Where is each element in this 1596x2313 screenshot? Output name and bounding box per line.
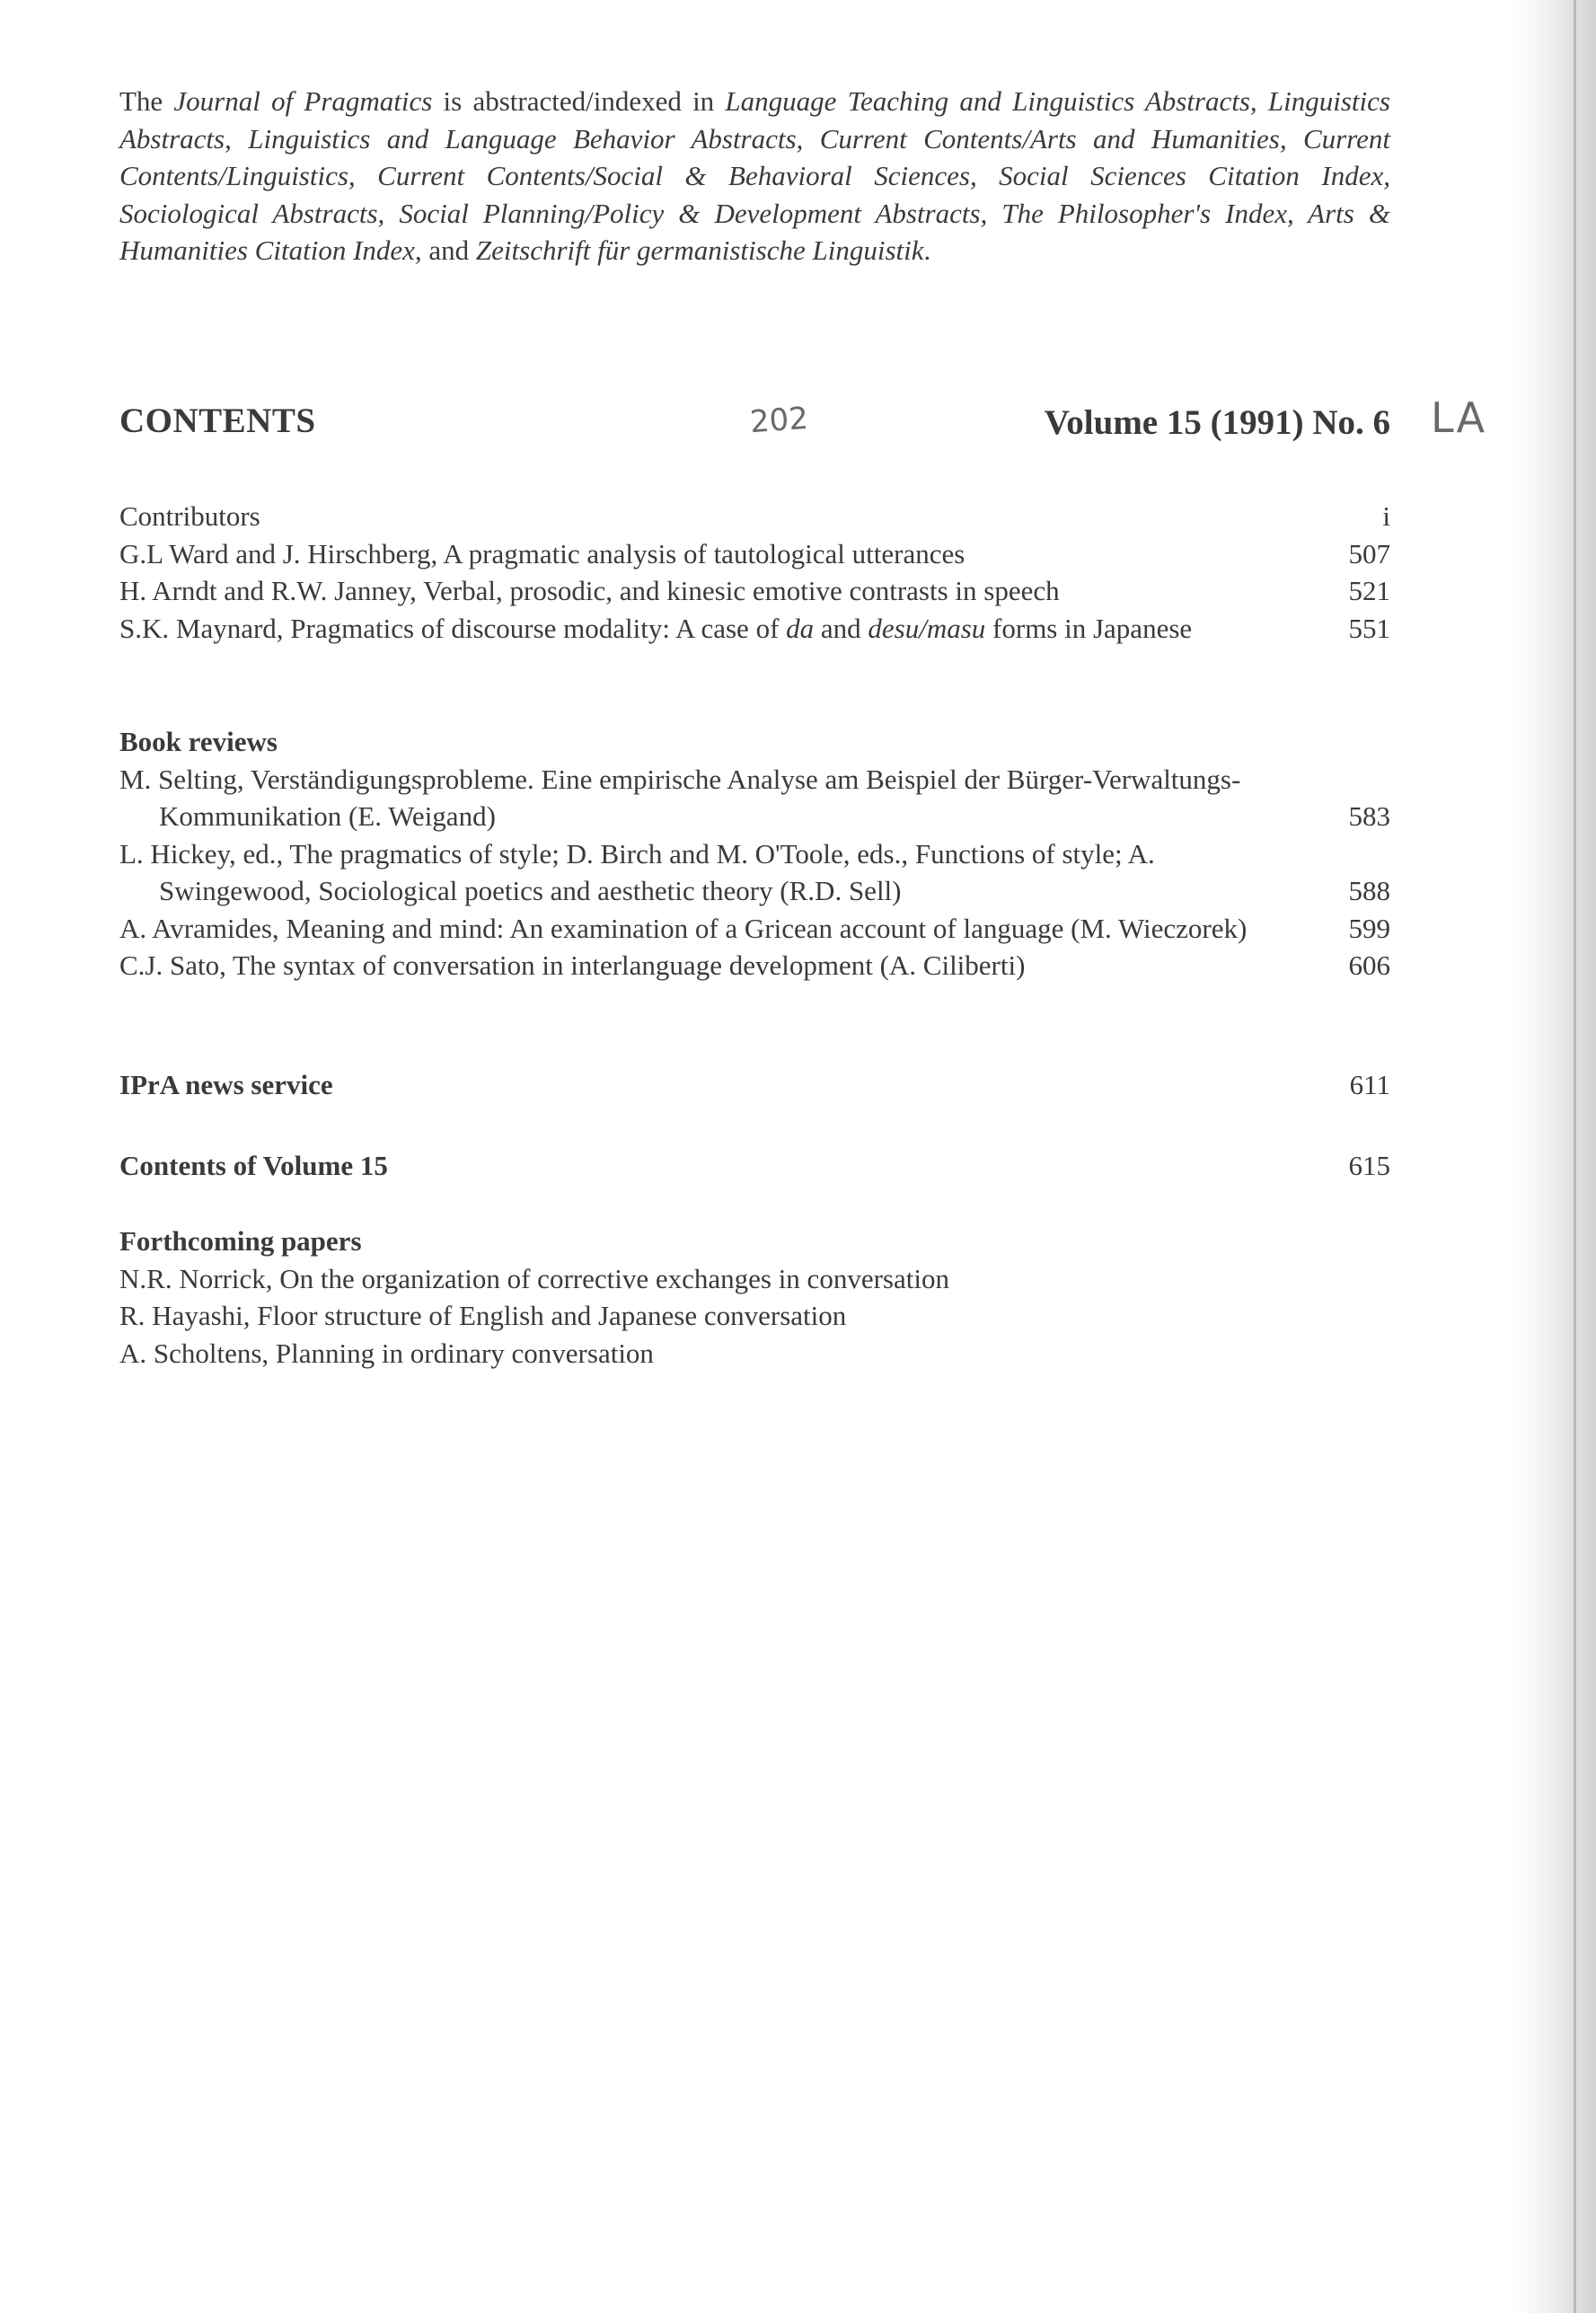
articles-list — [119, 498, 1390, 647]
volume-contents-entry — [119, 1147, 1390, 1185]
entry-page: 599 — [1348, 912, 1390, 944]
review-entry — [119, 835, 1390, 910]
contents-title: CONTENTS — [119, 402, 316, 440]
volume-contents-section — [119, 1147, 1390, 1185]
entry-text: S.K. Maynard, Pragmatics of discourse modality: A case of — [119, 612, 787, 644]
entry-title: C.J. Sato, The syntax of conversation in interlanguage development (A. Ciliberti) — [119, 949, 1026, 981]
index-last: Zeitschrift für germanistische Linguistik — [475, 234, 924, 266]
index-list: Language Teaching and Linguistics Abstracts, Linguistics Abstracts, Linguistics and Language Behavior Abstracts, Current Contents/Arts and Humanities, Current Contents/Linguistics, Current Contents/Social & Behavioral Sciences, Social Sciences Citation Index, Sociological Abstracts, Social Planning/Policy & Development Abstracts, The Philosopher's Index, Arts & Humanities Citation Index, — [119, 85, 1390, 266]
entry-text: and — [814, 612, 869, 644]
entry-title: H. Arndt and R.W. Janney, Verbal, prosodic, and kinesic emotive contrasts in speech — [119, 575, 1060, 606]
ipra-entry — [119, 1066, 1390, 1104]
book-reviews-section — [119, 723, 1390, 984]
entry-page: 611 — [1349, 1069, 1390, 1100]
entry-title: L. Hickey, ed., The pragmatics of style; D. Birch and M. O'Toole, eds., Functions of style; A. Swingewood, Sociological poetics and aesthetic theory (R.D. Sell) — [119, 837, 1155, 906]
entry-page: 615 — [1348, 1150, 1390, 1181]
forthcoming-item: A. Scholtens, Planning in ordinary conversation — [119, 1337, 654, 1369]
entry-title: Contributors — [119, 500, 260, 532]
entry-title: M. Selting, Verständigungsprobleme. Eine empirische Analyse am Beispiel der Bürger-Verwaltungs-Kommunikation (E. Weigand) — [119, 763, 1241, 832]
entry-page: 551 — [1348, 612, 1390, 644]
forthcoming-heading: Forthcoming papers — [119, 1225, 362, 1257]
book-reviews-heading: Book reviews — [119, 726, 278, 757]
intro-text-1: The — [119, 85, 174, 117]
entry-title: G.L Ward and J. Hirschberg, A pragmatic analysis of tautological utterances — [119, 537, 966, 569]
toc-entry — [119, 572, 1390, 610]
entry-page: i — [1382, 500, 1390, 532]
forthcoming-section — [119, 1223, 1390, 1372]
volume-contents-heading: Contents of Volume 15 — [119, 1150, 388, 1181]
page-fold-line — [1574, 0, 1576, 2313]
review-entry — [119, 947, 1390, 984]
handwritten-initials: LA — [1431, 393, 1487, 442]
entry-text: forms in Japanese — [985, 612, 1193, 644]
entry-title: A. Avramides, Meaning and mind: An examination of a Gricean account of language (M. Wieczorek) — [119, 912, 1248, 944]
entry-page: 521 — [1348, 575, 1390, 606]
volume-label: Volume 15 (1991) No. 6 — [1044, 403, 1390, 442]
intro-text-2: is abstracted/indexed in — [432, 85, 726, 117]
toc-entry — [119, 610, 1390, 648]
entry-title — [119, 610, 1309, 648]
ipra-heading: IPrA news service — [119, 1069, 333, 1100]
indexing-note — [119, 83, 1390, 269]
toc-entry — [119, 498, 1390, 535]
intro-text-3: and — [421, 234, 476, 266]
ipra-section — [119, 1066, 1390, 1104]
entry-page: 606 — [1348, 949, 1390, 981]
entry-page: 507 — [1348, 537, 1390, 569]
review-entry — [119, 910, 1390, 948]
entry-page: 588 — [1348, 875, 1390, 906]
entry-italic: da — [786, 612, 815, 644]
review-entry — [119, 761, 1390, 835]
entry-page: 583 — [1348, 800, 1390, 832]
entry-italic: desu/masu — [868, 612, 986, 644]
forthcoming-item: N.R. Norrick, On the organization of corrective exchanges in conversation — [119, 1262, 949, 1294]
forthcoming-item: R. Hayashi, Floor structure of English and Japanese conversation — [119, 1300, 847, 1331]
page-edge-shadow — [1511, 0, 1596, 2313]
toc-entry — [119, 535, 1390, 573]
handwritten-number: 202 — [748, 400, 810, 441]
journal-name: Journal of Pragmatics — [173, 85, 433, 117]
intro-text-4: . — [923, 234, 931, 266]
